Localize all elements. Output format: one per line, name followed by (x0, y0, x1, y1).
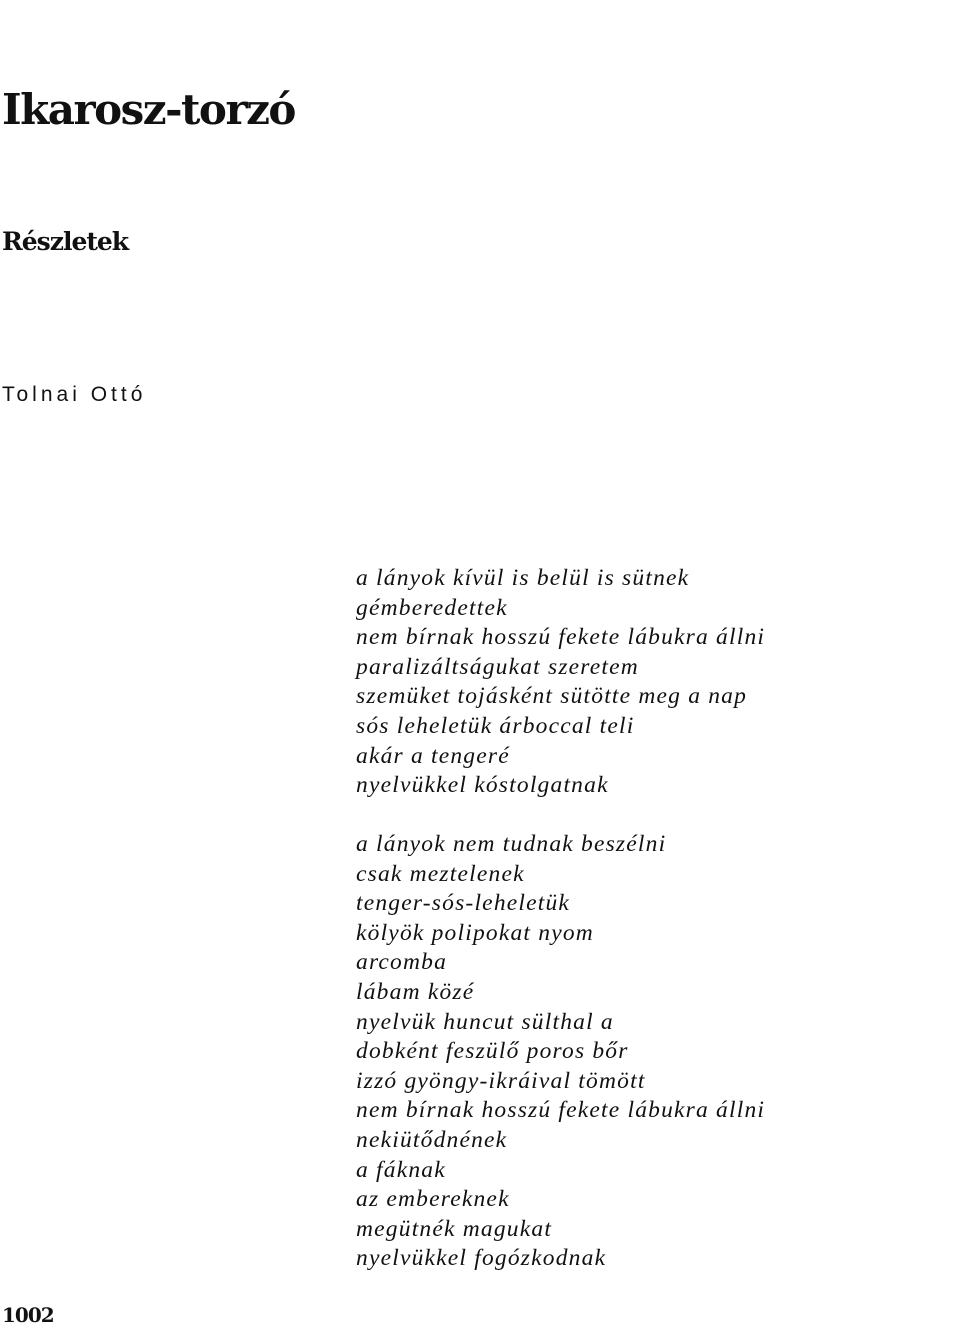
verse-line: csak meztelenek (356, 860, 525, 887)
verse-line: nyelvükkel kóstolgatnak (356, 772, 609, 799)
verse-line: paralizáltságukat szeretem (356, 653, 639, 680)
verse-line: szemüket tojásként sütötte meg a nap (356, 683, 748, 710)
verse-line: a lányok nem tudnak beszélni (356, 831, 667, 857)
verse-line: nyelvükkel fogózkodnak (356, 1245, 607, 1272)
verse-line: a lányok kívül is belül is sütnek (356, 565, 690, 591)
verse-line: tenger-sós-leheletük (356, 890, 571, 917)
page-number: 1002 (2, 1303, 54, 1327)
verse-line: izzó gyöngy-ikráival tömött (356, 1067, 646, 1094)
poem-subtitle: Részletek (2, 227, 129, 256)
verse-line: nem bírnak hosszú fekete lábukra állni (356, 1097, 766, 1124)
verse-line: a fáknak (356, 1156, 446, 1183)
verse-line: gémberedettek (356, 594, 508, 621)
verse-line: arcomba (356, 949, 448, 976)
verse-line: nyelvük huncut sülthal a (356, 1008, 614, 1035)
verse-line: nem bírnak hosszú fekete lábukra állni (356, 624, 766, 651)
stanza-2 (356, 830, 765, 1274)
verse-line: nekiütődnének (356, 1126, 508, 1153)
verse-line: az embereknek (356, 1186, 510, 1213)
stanza-1 (356, 564, 765, 801)
author-name: Tolnai Ottó (2, 383, 147, 406)
verse-line: lábam közé (356, 978, 475, 1005)
verse-line: sós leheletük árboccal teli (356, 712, 635, 739)
verse-line: dobként feszülő poros bőr (356, 1038, 629, 1065)
poem-title: Ikarosz-torzó (2, 85, 295, 134)
verse-line: akár a tengeré (356, 742, 510, 769)
verse-line: megütnék magukat (356, 1215, 553, 1242)
verse-line: kölyök polipokat nyom (356, 919, 594, 946)
